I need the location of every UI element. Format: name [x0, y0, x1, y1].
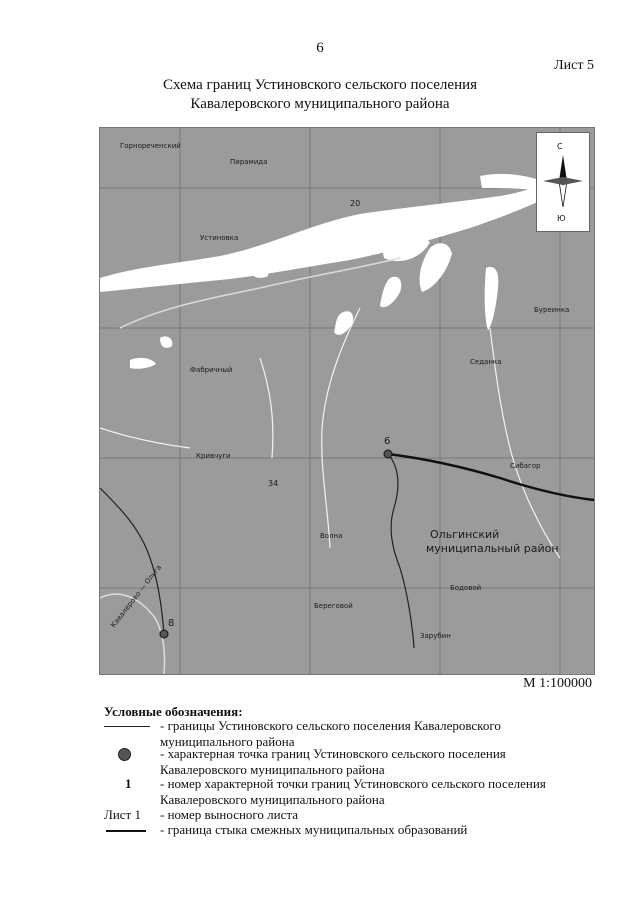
- map-scale: М 1:100000: [523, 676, 592, 691]
- map-title-line-2: Кавалеровского муниципального района: [190, 96, 450, 112]
- legend-text: - номер выносного листа: [160, 807, 298, 822]
- place-label: Сибагор: [510, 462, 541, 470]
- settlement-boundary: [100, 454, 414, 648]
- roads: [100, 258, 400, 674]
- legend-item-municipal-border: [100, 822, 560, 838]
- legend-symbol-thin-line: [100, 718, 156, 734]
- region-label-line-2: муниципальный район: [426, 542, 559, 555]
- road-label: Кавалерово — Ольга: [109, 563, 164, 630]
- map-title: [0, 76, 640, 114]
- place-label: Седанка: [470, 358, 502, 366]
- place-label: Кривчуги: [196, 452, 231, 460]
- point-label-8: 8: [168, 618, 175, 629]
- boundary-point-8[interactable]: [160, 630, 168, 638]
- place-label: Фабричный: [190, 366, 233, 374]
- sheet-label: Лист 5: [554, 58, 594, 73]
- legend-symbol-dot-icon: [100, 746, 156, 762]
- legend-text: - характерная точка границ Устиновского сельского поселения: [160, 746, 506, 761]
- river-valley: [100, 174, 555, 369]
- compass-icon: [537, 133, 589, 231]
- legend-text: муниципального района: [160, 734, 295, 749]
- place-label: Волна: [320, 532, 343, 540]
- topographic-map[interactable]: [99, 127, 595, 675]
- legend-item-sheet-number: [100, 807, 560, 823]
- place-label: Зарубин: [420, 632, 451, 640]
- legend-item-point-number: [100, 776, 560, 808]
- legend-text: Кавалеровского муниципального района: [160, 792, 385, 807]
- region-label-line-1: Ольгинский: [430, 528, 500, 541]
- map-canvas: [100, 128, 594, 674]
- place-label: Пирамида: [230, 158, 268, 166]
- compass-south: Ю: [557, 214, 566, 223]
- page-number: 6: [316, 40, 324, 56]
- place-labels: [120, 142, 569, 640]
- place-label: Устиновка: [200, 234, 239, 242]
- legend-symbol-number: 1: [125, 776, 132, 791]
- place-label: Горнореченский: [120, 142, 181, 150]
- legend-item-boundary-point: [100, 746, 560, 778]
- place-label: Буреинка: [534, 306, 570, 314]
- legend-text: Кавалеровского муниципального района: [160, 762, 385, 777]
- boundary-point-6[interactable]: [384, 450, 392, 458]
- legend-text: - граница стыка смежных муниципальных образований: [160, 822, 468, 837]
- legend-title: Условные обозначения:: [104, 704, 243, 719]
- grid-number: 34: [268, 479, 279, 488]
- municipal-border: [388, 454, 594, 500]
- map-title-line-1: Схема границ Устиновского сельского поселения: [162, 77, 478, 93]
- legend-symbol-thick-line: [100, 822, 156, 838]
- map-grid: [100, 128, 594, 674]
- legend-text: - границы Устиновского сельского поселения Кавалеровского: [160, 718, 501, 733]
- compass-north: С: [557, 142, 563, 151]
- grid-number: 20: [350, 199, 361, 208]
- place-label: Береговой: [314, 602, 353, 610]
- compass-rose: [536, 132, 590, 232]
- point-label-6: 6: [384, 436, 391, 447]
- legend-symbol-sheet: Лист 1: [104, 807, 141, 822]
- place-label: Бодовой: [450, 584, 482, 592]
- legend-text: - номер характерной точки границ Устиновского сельского поселения: [160, 776, 546, 791]
